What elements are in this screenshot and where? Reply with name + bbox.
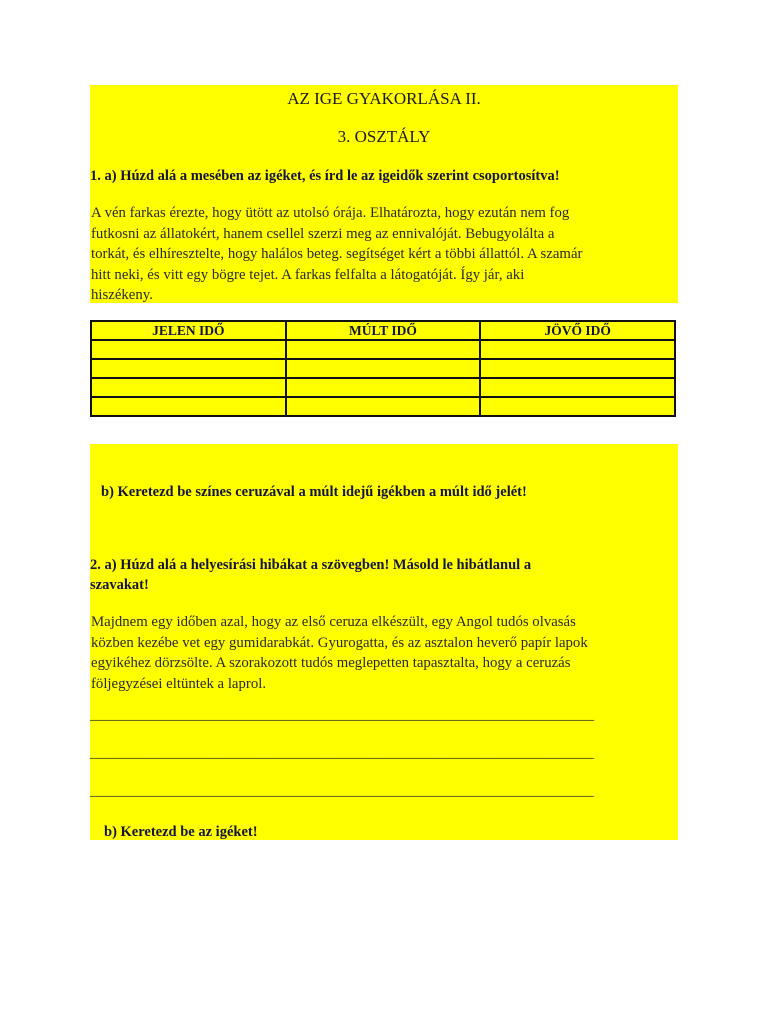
exercise-box-1 [90,85,678,303]
story-1-line-3: torkát, és elhíresztelte, hogy halálos beteg. segítséget kért a többi állattól. A szamár [91,246,583,262]
table-cell[interactable] [286,340,481,359]
table-row [91,340,675,359]
task-2a-line-2: szavakat! [90,577,149,593]
answer-line-1[interactable]: ________________________________________________________________________ [90,708,594,723]
story-1-line-4: hitt neki, és vitt egy bögre tejet. A farkas felfalta a látogatóját. Így jár, aki [91,266,525,283]
story-paragraph-2 [90,612,663,694]
task-1a-instruction: 1. a) Húzd alá a mesében az igéket, és írd le az igeidők szerint csoportosítva! [90,168,560,184]
table-cell[interactable] [91,340,286,359]
story-1-line-2: futkosni az állatokért, hanem csellel szerzi meg az ennivalóját. Bebugyolálta a [91,225,555,242]
table-row [91,359,675,378]
story-2-line-1: Majdnem egy időben azal, hogy az első ceruza elkészült, egy Angol tudós olvasás [91,614,576,630]
table-cell[interactable] [91,378,286,397]
table-cell[interactable] [480,340,675,359]
story-2-line-2: közben kezébe vet egy gumidarabkát. Gyurogatta, és az asztalon heverő papír lapok [91,634,588,651]
story-1-line-5: hiszékeny. [91,287,153,303]
table-row [91,397,675,416]
header-past-tense: MÚLT IDŐ [286,321,481,340]
story-1-line-1: A vén farkas érezte, hogy ütött az utolsó órája. Elhatározta, hogy ezután nem fog [91,205,570,221]
table-cell[interactable] [286,359,481,378]
table-cell[interactable] [286,397,481,416]
task-2a-line-1: 2. a) Húzd alá a helyesírási hibákat a szövegben! Másold le hibátlanul a [90,557,532,573]
table-header-row [91,321,675,340]
story-paragraph-1 [90,203,663,306]
story-2-line-4: följegyzései eltüntek a laprol. [91,675,267,692]
page-title: AZ IGE GYAKORLÁSA II. [287,89,481,108]
header-future-tense: JÖVŐ IDŐ [480,321,675,340]
task-1b-instruction: b) Keretezd be színes ceruzával a múlt idejű igékben a múlt idő jelét! [101,484,527,500]
story-2-line-3: egyikéhez dörzsölte. A szorakozott tudós meglepetten tapasztalta, hogy a ceruzás [91,655,571,671]
table-cell[interactable] [91,359,286,378]
header-present-tense: JELEN IDŐ [91,321,286,340]
table-cell[interactable] [480,378,675,397]
exercise-box-2 [90,444,678,840]
table-cell[interactable] [480,397,675,416]
answer-line-2[interactable]: ________________________________________________________________________ [90,746,594,761]
task-2b-instruction: b) Keretezd be az igéket! [104,824,258,840]
table-row [91,378,675,397]
table-cell[interactable] [286,378,481,397]
grade-subtitle: 3. OSZTÁLY [337,127,431,146]
table-cell[interactable] [480,359,675,378]
tense-table [90,320,676,417]
table-cell[interactable] [91,397,286,416]
task-2a-instruction [90,555,531,595]
answer-line-3[interactable]: ________________________________________________________________________ [90,784,594,799]
